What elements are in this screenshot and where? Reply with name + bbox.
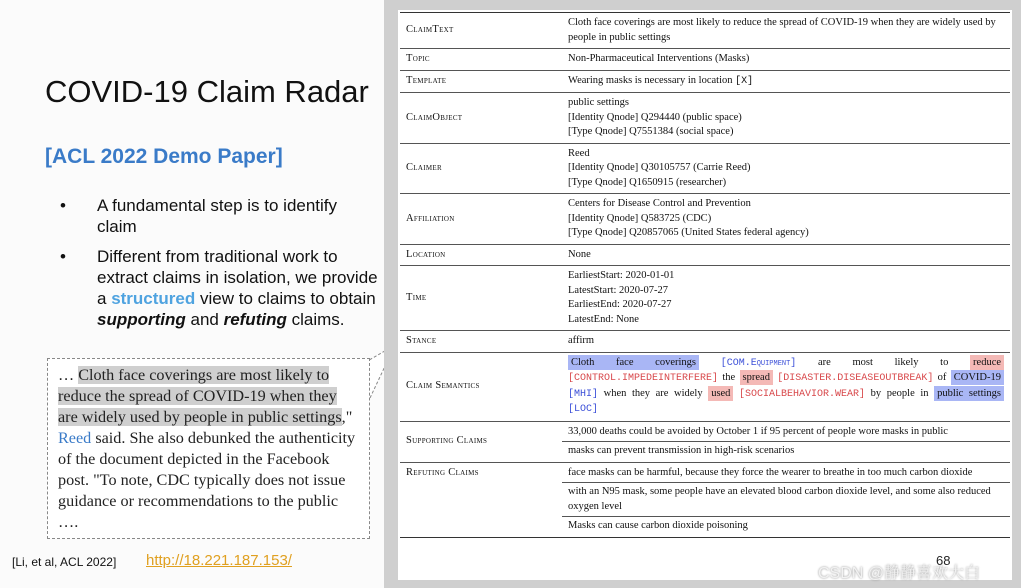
- semantic-text: the: [718, 372, 740, 383]
- value-line: Reed: [568, 147, 590, 159]
- structured-keyword: structured: [111, 289, 196, 308]
- row-key: Stance: [400, 331, 562, 353]
- row-value: None: [562, 244, 1010, 266]
- semantic-tag: [COM.Equipment]: [720, 357, 797, 369]
- bullet-text: A fundamental step is to identify claim: [97, 196, 338, 236]
- table-row: [400, 194, 1010, 245]
- bullet-text: Different from traditional work to extract claims in isolation, we provide a: [97, 247, 378, 308]
- bullet-dot-icon: •: [60, 247, 66, 266]
- refuting-claim: with an N95 mask, some people have an elevated blood carbon dioxide level, and some also reduced oxygen level: [562, 482, 1010, 514]
- semantic-tag: [LOC]: [568, 404, 599, 415]
- row-value: [562, 266, 1010, 331]
- semantic-text: by people in: [865, 387, 935, 399]
- semantic-tag: [MHI]: [568, 388, 599, 400]
- row-key: Refuting Claims: [400, 462, 562, 537]
- semantic-token: public settings: [934, 386, 1004, 401]
- row-value: [562, 143, 1010, 194]
- semantic-text: of: [933, 372, 951, 383]
- slide-subtitle: [ACL 2022 Demo Paper]: [45, 145, 283, 168]
- slide-title: COVID-19 Claim Radar: [45, 74, 369, 109]
- bullet-text: and: [185, 310, 224, 329]
- row-key: Topic: [400, 49, 562, 71]
- template-text: Wearing masks is necessary in location: [568, 74, 736, 86]
- refuting-claim: face masks can be harmful, because they force the wearer to breathe in too much carbon dioxide: [568, 466, 973, 478]
- semantic-token: spread: [740, 370, 773, 385]
- bullet-text: claims.: [286, 310, 345, 329]
- row-key: Claim Semantics: [400, 352, 562, 421]
- quote-text: ,": [341, 408, 353, 426]
- value-line: [Type Qnode] Q20857065 (United States federal agency): [568, 227, 809, 238]
- bullet-list: [60, 195, 378, 339]
- semantic-tag: [SOCIALBEHAVIOR.WEAR]: [739, 388, 866, 400]
- row-key: Affiliation: [400, 194, 562, 245]
- value-line: public settings: [568, 97, 629, 108]
- semantic-tag: [DISASTER.DISEASEOUTBREAK]: [777, 373, 934, 384]
- claim-table: [400, 12, 1010, 538]
- quote-claimer: Reed: [58, 429, 92, 447]
- row-value: [562, 462, 1010, 537]
- value-line: LatestEnd: None: [568, 313, 639, 325]
- row-value: Cloth face coverings are most likely to reduce the spread of COVID-19 when they are widely used by people in public settings: [562, 13, 1010, 49]
- row-key: Claimer: [400, 143, 562, 194]
- watermark: CSDN @静静喜欢大白: [818, 565, 981, 582]
- row-key: Template: [400, 70, 562, 93]
- value-line: LatestStart: 2020-07-27: [568, 284, 669, 296]
- semantics-value: [562, 352, 1010, 421]
- quote-ellipsis: …: [58, 366, 79, 384]
- row-value: [562, 421, 1010, 462]
- bullet-item: [60, 246, 378, 330]
- refuting-keyword: refuting: [223, 310, 287, 329]
- news-quote-box: [47, 358, 370, 539]
- row-value: [562, 70, 1010, 93]
- semantic-token: reduce: [970, 355, 1004, 370]
- value-line: [Identity Qnode] Q583725 (CDC): [568, 212, 712, 224]
- supporting-claim: masks can prevent transmission in high-risk scenarios: [562, 441, 1010, 459]
- row-key: Location: [400, 244, 562, 266]
- table-row: [400, 13, 1010, 49]
- semantic-token: COVID-19: [951, 370, 1004, 385]
- semantic-token: used: [708, 386, 733, 401]
- value-line: [Type Qnode] Q7551384 (social space): [568, 126, 734, 137]
- value-line: [Identity Qnode] Q30105757 (Carrie Reed): [568, 162, 751, 173]
- value-line: Centers for Disease Control and Prevention: [568, 198, 751, 209]
- row-value: [562, 194, 1010, 245]
- quote-highlight: Cloth face coverings are most likely to reduce the spread of COVID-19 when they are widely used by people in public settings: [58, 366, 342, 426]
- table-row: [400, 331, 1010, 353]
- row-key: Time: [400, 266, 562, 331]
- semantic-text: when they are widely: [598, 387, 709, 399]
- table-row: [400, 244, 1010, 266]
- value-line: [Type Qnode] Q1650915 (researcher): [568, 176, 727, 188]
- supporting-claim: 33,000 deaths could be avoided by October 1 if 95 percent of people wore masks in public: [568, 425, 948, 437]
- value-line: EarliestStart: 2020-01-01: [568, 270, 675, 281]
- row-key: ClaimText: [400, 13, 562, 49]
- table-row: [400, 462, 1010, 537]
- quote-text: said. She also debunked the authenticity of the document depicted in the Facebook post. "To note, CDC typically does not issue guidance or recommendations to the public ….: [58, 429, 356, 531]
- table-row: [400, 143, 1010, 194]
- semantic-text: are most likely to: [796, 356, 971, 368]
- value-line: [Identity Qnode] Q294440 (public space): [568, 111, 742, 123]
- page-number: 68: [936, 553, 951, 568]
- row-key: Supporting Claims: [400, 421, 562, 462]
- table-row: [400, 70, 1010, 93]
- row-key: ClaimObject: [400, 93, 562, 144]
- table-row: [400, 352, 1010, 421]
- bullet-dot-icon: •: [60, 196, 66, 215]
- bullet-item: [60, 195, 378, 237]
- refuting-claim: Masks can cause carbon dioxide poisoning: [562, 516, 1010, 534]
- supporting-keyword: supporting: [97, 310, 186, 329]
- value-line: EarliestEnd: 2020-07-27: [568, 299, 672, 310]
- table-row: [400, 421, 1010, 462]
- row-value: affirm: [562, 331, 1010, 353]
- table-row: [400, 266, 1010, 331]
- template-slot: [X]: [735, 75, 754, 87]
- semantic-tag: [CONTROL.IMPEDEINTERFERE]: [568, 373, 719, 384]
- row-value: [562, 93, 1010, 144]
- bullet-text: view to claims to obtain: [195, 289, 376, 308]
- row-value: Non-Pharmaceutical Interventions (Masks): [562, 49, 1010, 71]
- semantic-token: Cloth face coverings: [568, 355, 699, 370]
- citation: [Li, et al, ACL 2022]: [12, 555, 117, 569]
- demo-link[interactable]: http://18.221.187.153/: [146, 552, 292, 569]
- table-row: [400, 49, 1010, 71]
- table-row: [400, 93, 1010, 144]
